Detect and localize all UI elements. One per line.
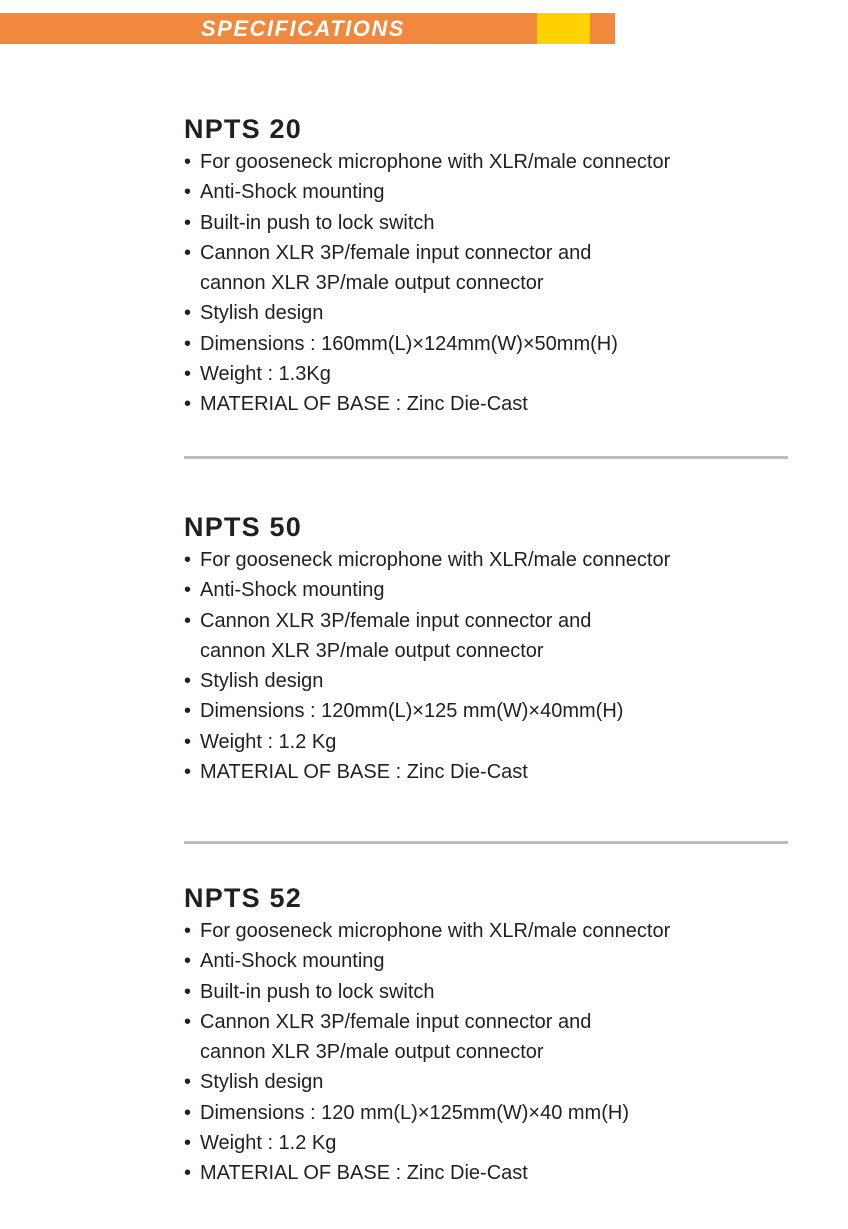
bullet-icon: • <box>184 1132 192 1155</box>
spec-item: • For gooseneck microphone with XLR/male connector <box>184 545 788 575</box>
bullet-icon: • <box>184 241 192 264</box>
spec-item-dimensions: • Dimensions : 120mm(L)×125 mm(W)×40mm(H) <box>184 696 788 726</box>
spec-item: • For gooseneck microphone with XLR/male connector <box>184 147 788 177</box>
spec-list <box>184 545 788 787</box>
spec-item-material: • MATERIAL OF BASE : Zinc Die-Cast <box>184 757 788 787</box>
bullet-icon: • <box>184 920 192 942</box>
spec-list <box>184 916 788 1189</box>
spec-item: • Stylish design <box>184 666 788 696</box>
spec-item: • Stylish design <box>184 298 788 328</box>
product-name: NPTS 20 <box>184 114 302 144</box>
product-npts-52 <box>184 882 788 1189</box>
spec-item-weight: • Weight : 1.2 Kg <box>184 727 788 757</box>
bullet-icon: • <box>184 609 192 632</box>
spec-item-material: • MATERIAL OF BASE : Zinc Die-Cast <box>184 1158 788 1188</box>
section-divider <box>184 456 788 459</box>
bullet-icon: • <box>184 363 192 386</box>
bullet-icon: • <box>184 1010 192 1033</box>
spec-item-continuation: cannon XLR 3P/male output connector <box>200 272 544 295</box>
product-name: NPTS 50 <box>184 512 302 542</box>
bullet-icon: • <box>184 211 192 234</box>
bullet-icon: • <box>184 1071 192 1094</box>
spec-item: • Stylish design <box>184 1067 788 1097</box>
spec-item-material: • MATERIAL OF BASE : Zinc Die-Cast <box>184 389 788 419</box>
section-divider <box>184 841 788 844</box>
spec-item: • Built-in push to lock switch <box>184 208 788 238</box>
specifications-header-bar <box>0 13 615 44</box>
product-npts-50 <box>184 511 788 787</box>
bullet-icon: • <box>184 761 192 784</box>
bullet-icon: • <box>184 700 192 723</box>
spec-item: • Anti-Shock mounting <box>184 177 788 207</box>
bullet-icon: • <box>184 151 192 173</box>
bullet-icon: • <box>184 670 192 693</box>
bullet-icon: • <box>184 181 192 204</box>
spec-item: • Cannon XLR 3P/female input connector and cannon XLR 3P/male output connector <box>184 606 788 667</box>
section-title: SPECIFICATIONS <box>201 16 405 41</box>
spec-item: • Cannon XLR 3P/female input connector and cannon XLR 3P/male output connector <box>184 238 788 299</box>
spec-item-weight: • Weight : 1.3Kg <box>184 359 788 389</box>
bullet-icon: • <box>184 980 192 1003</box>
spec-list <box>184 147 788 420</box>
spec-item-continuation: cannon XLR 3P/male output connector <box>200 1041 544 1064</box>
bullet-icon: • <box>184 730 192 753</box>
header-accent-block <box>537 13 590 44</box>
bullet-icon: • <box>184 393 192 416</box>
spec-item: • For gooseneck microphone with XLR/male connector <box>184 916 788 946</box>
spec-item-dimensions: • Dimensions : 120 mm(L)×125mm(W)×40 mm(H) <box>184 1098 788 1128</box>
spec-item-dimensions: • Dimensions : 160mm(L)×124mm(W)×50mm(H) <box>184 329 788 359</box>
bullet-icon: • <box>184 950 192 973</box>
spec-item: • Built-in push to lock switch <box>184 977 788 1007</box>
spec-item: • Anti-Shock mounting <box>184 946 788 976</box>
spec-item: • Cannon XLR 3P/female input connector and cannon XLR 3P/male output connector <box>184 1007 788 1068</box>
bullet-icon: • <box>184 579 192 602</box>
product-name: NPTS 52 <box>184 883 302 913</box>
spec-item-continuation: cannon XLR 3P/male output connector <box>200 639 544 662</box>
spec-item: • Anti-Shock mounting <box>184 575 788 605</box>
bullet-icon: • <box>184 1101 192 1124</box>
spec-item-weight: • Weight : 1.2 Kg <box>184 1128 788 1158</box>
product-npts-20 <box>184 113 788 420</box>
bullet-icon: • <box>184 332 192 355</box>
bullet-icon: • <box>184 1162 192 1185</box>
bullet-icon: • <box>184 302 192 325</box>
bullet-icon: • <box>184 549 192 571</box>
